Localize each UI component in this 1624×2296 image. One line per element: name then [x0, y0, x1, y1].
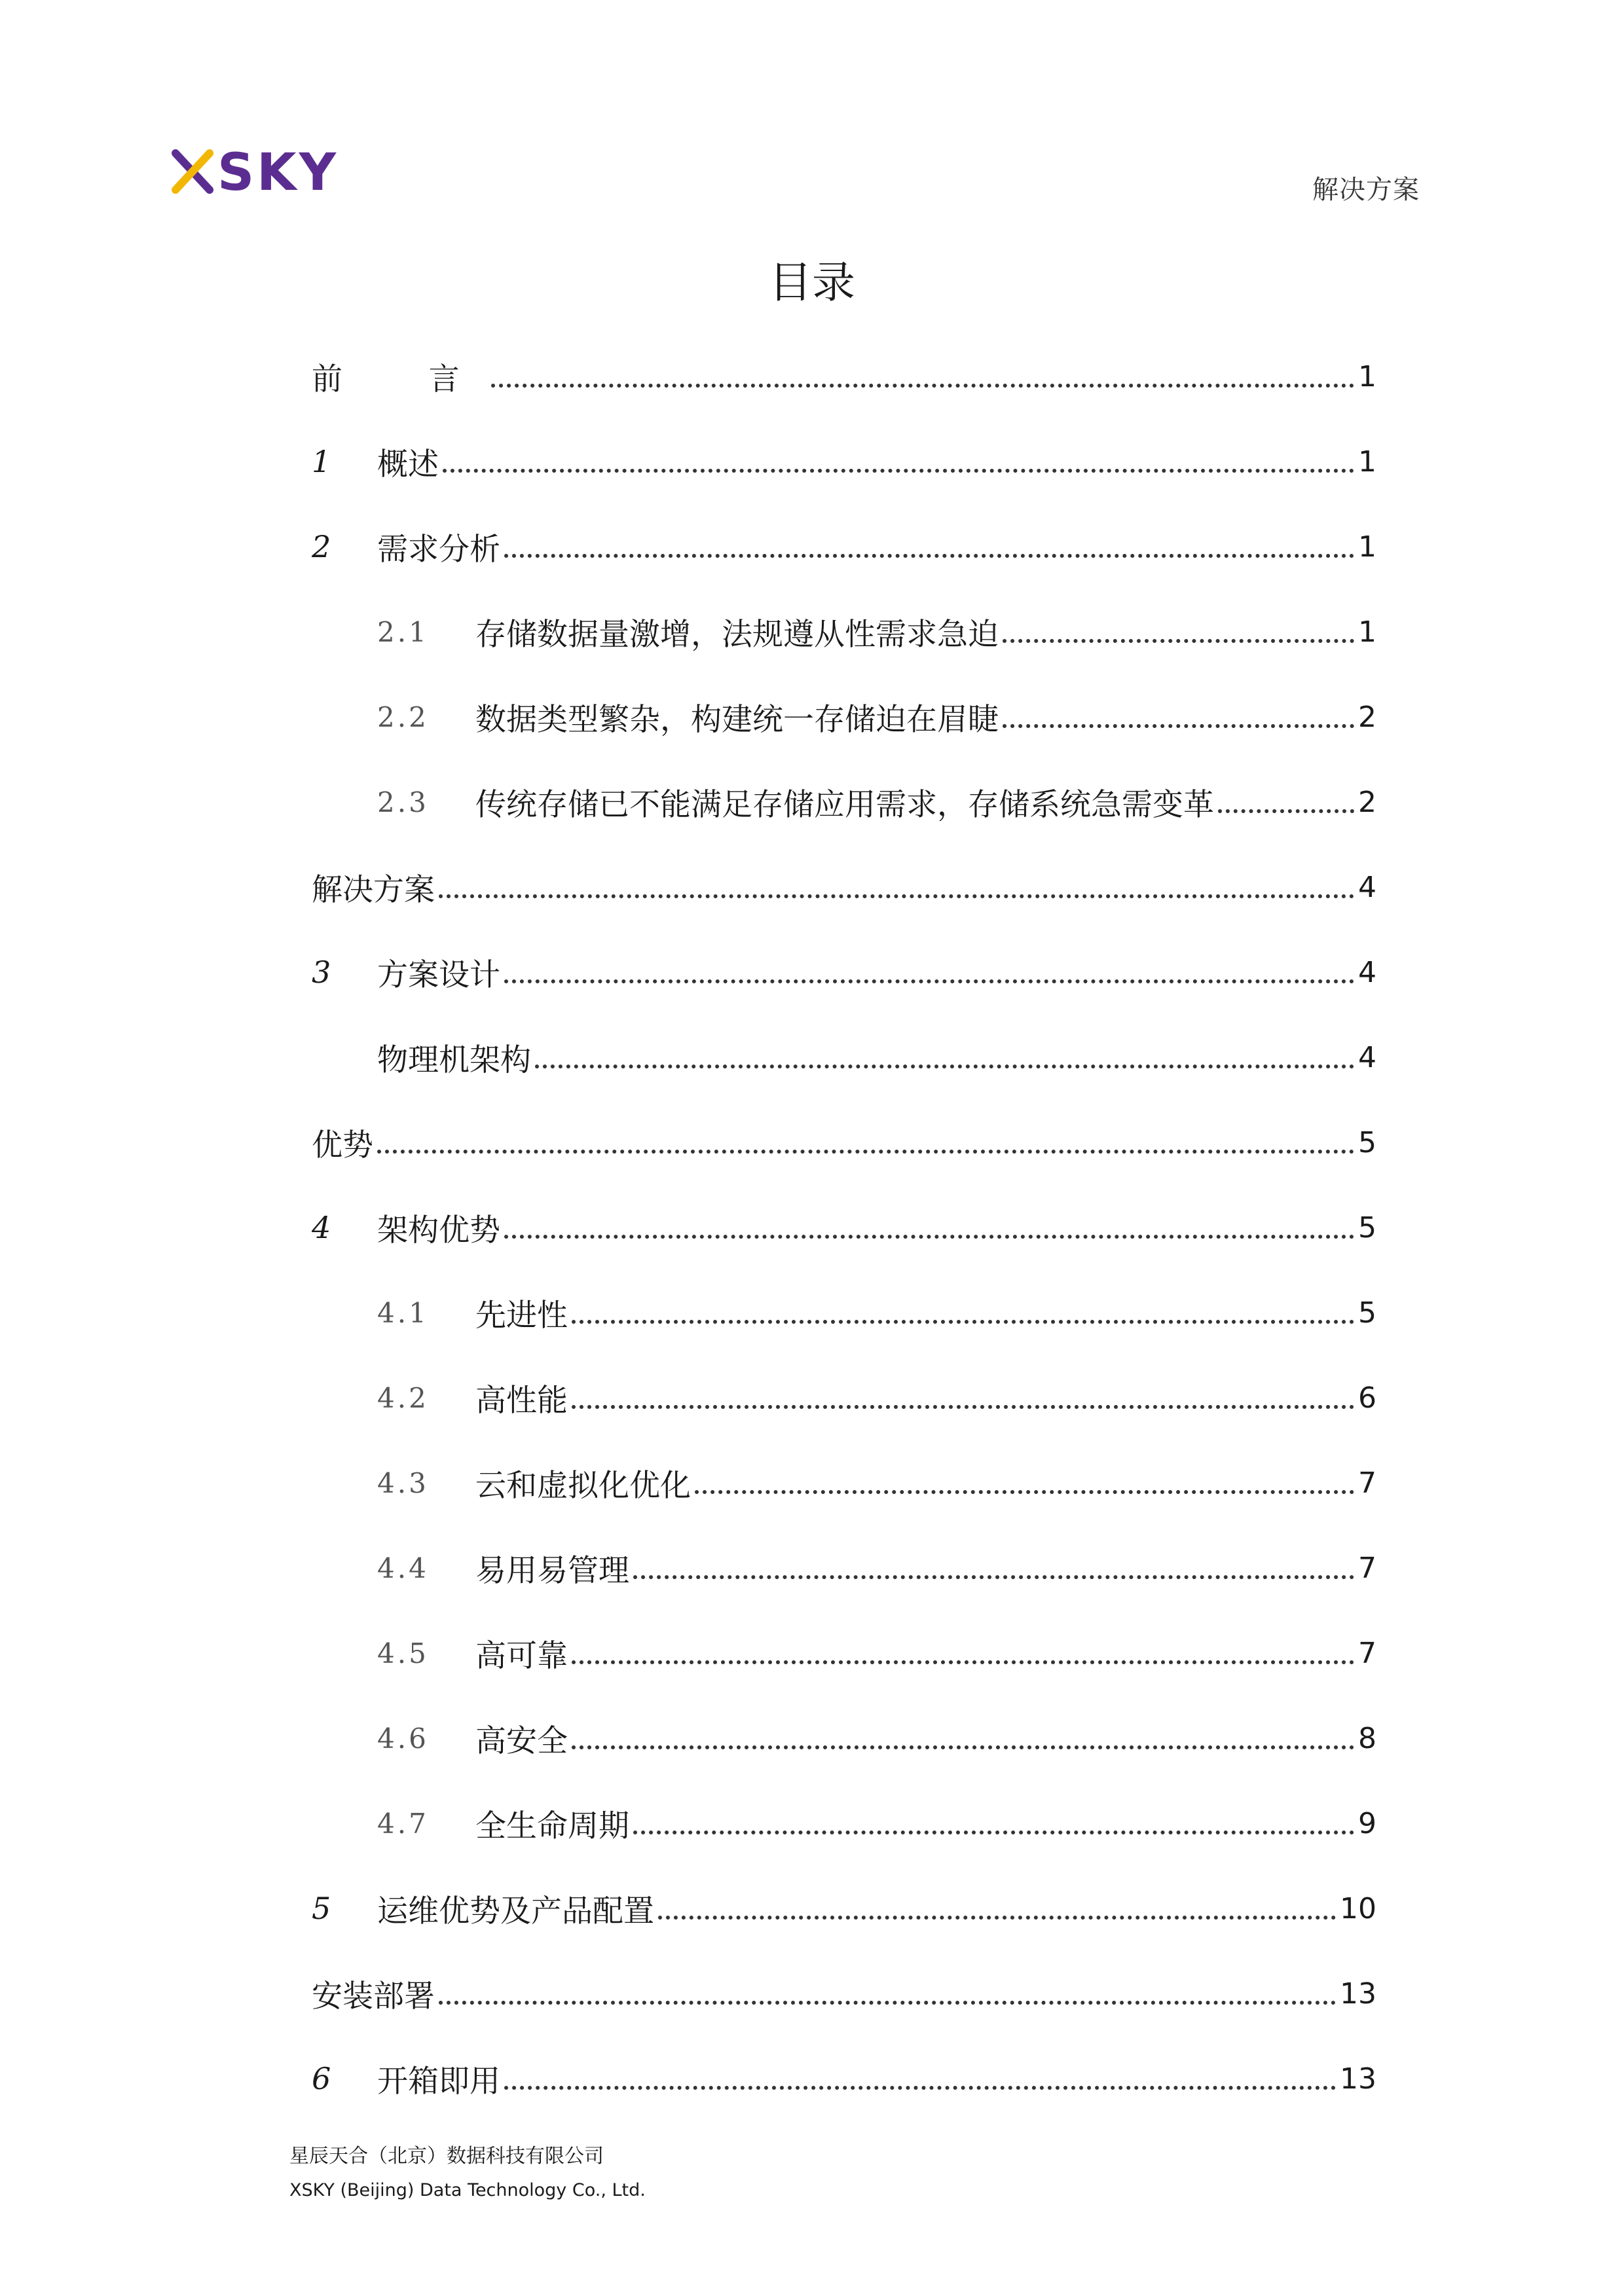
toc-entry-title: 概述 — [377, 446, 439, 483]
toc-entry-4-5[interactable] — [312, 1611, 1376, 1696]
toc-entry-number: 3 — [312, 955, 331, 990]
footer-company-en: XSKY (Beijing) Data Technology Co., Ltd. — [289, 2180, 646, 2200]
toc-entry-title: 易用易管理 — [475, 1552, 629, 1589]
dot-leader — [572, 1320, 1354, 1324]
toc-entry-title: 传统存储已不能满足存储应用需求，存储系统急需变革 — [475, 786, 1214, 823]
dot-leader — [504, 1235, 1354, 1239]
toc-entry-number: 2.1 — [377, 615, 429, 648]
toc-entry-number: 2.2 — [377, 701, 429, 733]
toc-entry-number: 4.6 — [377, 1722, 429, 1755]
dot-leader — [633, 1575, 1354, 1579]
toc-entry-4-7[interactable] — [312, 1781, 1376, 1866]
toc-entry-page: 5 — [1358, 1211, 1376, 1245]
toc-entry-page: 1 — [1358, 359, 1376, 393]
toc-entry-3[interactable] — [312, 930, 1376, 1015]
toc-entry-4[interactable] — [312, 1185, 1376, 1270]
dot-leader — [439, 894, 1354, 898]
toc-entry-page: 10 — [1340, 1891, 1376, 1925]
toc-entry-number: 6 — [312, 2061, 331, 2096]
toc-entry-title: 架构优势 — [377, 1212, 500, 1248]
dot-leader — [572, 1745, 1354, 1749]
toc-entry-page: 5 — [1358, 1296, 1376, 1330]
toc-entry-2-1[interactable] — [312, 589, 1376, 674]
toc-entry-title: 解决方案 — [312, 871, 435, 908]
dot-leader — [439, 2001, 1336, 2005]
toc-entry-title: 数据类型繁杂，构建统一存储迫在眉睫 — [475, 701, 999, 738]
dot-leader — [1003, 724, 1354, 728]
toc-entry-2-3[interactable] — [312, 759, 1376, 845]
toc-entry-page: 4 — [1358, 955, 1376, 989]
toc-entry-title: 需求分析 — [377, 531, 500, 568]
toc-entry-title: 全生命周期 — [475, 1808, 629, 1844]
toc-entry-4-2[interactable] — [312, 1355, 1376, 1440]
svg-text:SKY: SKY — [217, 145, 339, 198]
toc-entry-title: 存储数据量激增，法规遵从性需求急迫 — [475, 616, 999, 653]
toc-entry-page: 1 — [1358, 530, 1376, 564]
toc-entry-page: 8 — [1358, 1721, 1376, 1755]
toc-entry-page: 1 — [1358, 615, 1376, 649]
toc-entry-number: 2 — [312, 529, 331, 564]
toc-entry-4-6[interactable] — [312, 1696, 1376, 1781]
dot-leader — [695, 1490, 1354, 1494]
toc-entry-title: 先进性 — [475, 1297, 568, 1334]
toc-entry-4-3[interactable] — [312, 1440, 1376, 1525]
dot-leader — [633, 1831, 1354, 1834]
toc-entry-page: 13 — [1340, 2062, 1376, 2096]
dot-leader — [572, 1660, 1354, 1664]
dot-leader — [535, 1065, 1354, 1068]
toc-entry-number: 4.3 — [377, 1467, 429, 1499]
xsky-logo — [172, 145, 348, 198]
toc-entry-title: 前 言 — [312, 361, 487, 397]
toc-entry-page: 7 — [1358, 1636, 1376, 1670]
toc-entry-preface[interactable] — [312, 334, 1376, 419]
toc-entry-page: 2 — [1358, 785, 1376, 819]
dot-leader — [443, 469, 1354, 473]
dot-leader — [377, 1150, 1354, 1154]
dot-leader — [1218, 809, 1354, 813]
toc-entry-6[interactable] — [312, 2036, 1376, 2121]
toc-entry-page: 4 — [1358, 870, 1376, 904]
toc-entry-2[interactable] — [312, 504, 1376, 589]
toc-entry-page: 1 — [1358, 445, 1376, 479]
toc-entry-4-1[interactable] — [312, 1270, 1376, 1355]
toc-entry-number: 4 — [312, 1210, 331, 1245]
toc-title: 目录 — [769, 257, 855, 308]
toc-entry-number: 5 — [312, 1891, 331, 1926]
toc-entry-number: 4.5 — [377, 1637, 429, 1669]
logo-x-mark — [175, 153, 210, 190]
toc-entry-installation[interactable] — [312, 1951, 1376, 2036]
toc-entry-2-2[interactable] — [312, 674, 1376, 759]
toc-entry-title: 高性能 — [475, 1382, 568, 1419]
toc-entry-page: 7 — [1358, 1551, 1376, 1585]
toc-entry-solution[interactable] — [312, 845, 1376, 930]
toc-entry-title: 云和虚拟化优化 — [475, 1467, 691, 1504]
dot-leader — [491, 384, 1354, 388]
toc-entry-title: 高可靠 — [475, 1637, 568, 1674]
toc-entry-title: 开箱即用 — [377, 2063, 500, 2100]
toc-entry-title: 高安全 — [475, 1722, 568, 1759]
toc-entry-title: 安装部署 — [312, 1978, 435, 2014]
toc-entry-page: 2 — [1358, 700, 1376, 734]
toc-entry-1[interactable] — [312, 419, 1376, 504]
toc-entry-title: 运维优势及产品配置 — [377, 1893, 654, 1929]
toc-entry-page: 9 — [1358, 1806, 1376, 1840]
toc-entry-number: 4.1 — [377, 1296, 429, 1329]
dot-leader — [1003, 639, 1354, 643]
toc-entry-title: 优势 — [312, 1127, 373, 1163]
table-of-contents — [312, 334, 1376, 2121]
dot-leader — [504, 2086, 1336, 2090]
dot-leader — [504, 979, 1354, 983]
toc-entry-number: 2.3 — [377, 786, 429, 818]
header-label: 解决方案 — [1312, 175, 1420, 205]
footer-company-cn: 星辰天合（北京）数据科技有限公司 — [289, 2145, 604, 2168]
dot-leader — [504, 554, 1354, 558]
toc-entry-number: 4.2 — [377, 1381, 429, 1414]
toc-entry-title: 方案设计 — [377, 957, 500, 993]
toc-entry-number: 1 — [312, 444, 331, 479]
toc-entry-5[interactable] — [312, 1866, 1376, 1951]
toc-entry-number: 4.7 — [377, 1807, 429, 1840]
toc-entry-page: 7 — [1358, 1466, 1376, 1500]
toc-entry-number: 4.4 — [377, 1552, 429, 1584]
toc-entry-4-4[interactable] — [312, 1525, 1376, 1611]
toc-entry-physical-architecture[interactable] — [312, 1015, 1376, 1100]
toc-entry-page: 4 — [1358, 1040, 1376, 1074]
toc-entry-page: 5 — [1358, 1125, 1376, 1159]
dot-leader — [658, 1916, 1336, 1920]
toc-entry-page: 6 — [1358, 1381, 1376, 1415]
toc-entry-title: 物理机架构 — [377, 1042, 531, 1078]
toc-entry-advantages[interactable] — [312, 1100, 1376, 1185]
dot-leader — [572, 1405, 1354, 1409]
toc-entry-page: 13 — [1340, 1977, 1376, 2011]
